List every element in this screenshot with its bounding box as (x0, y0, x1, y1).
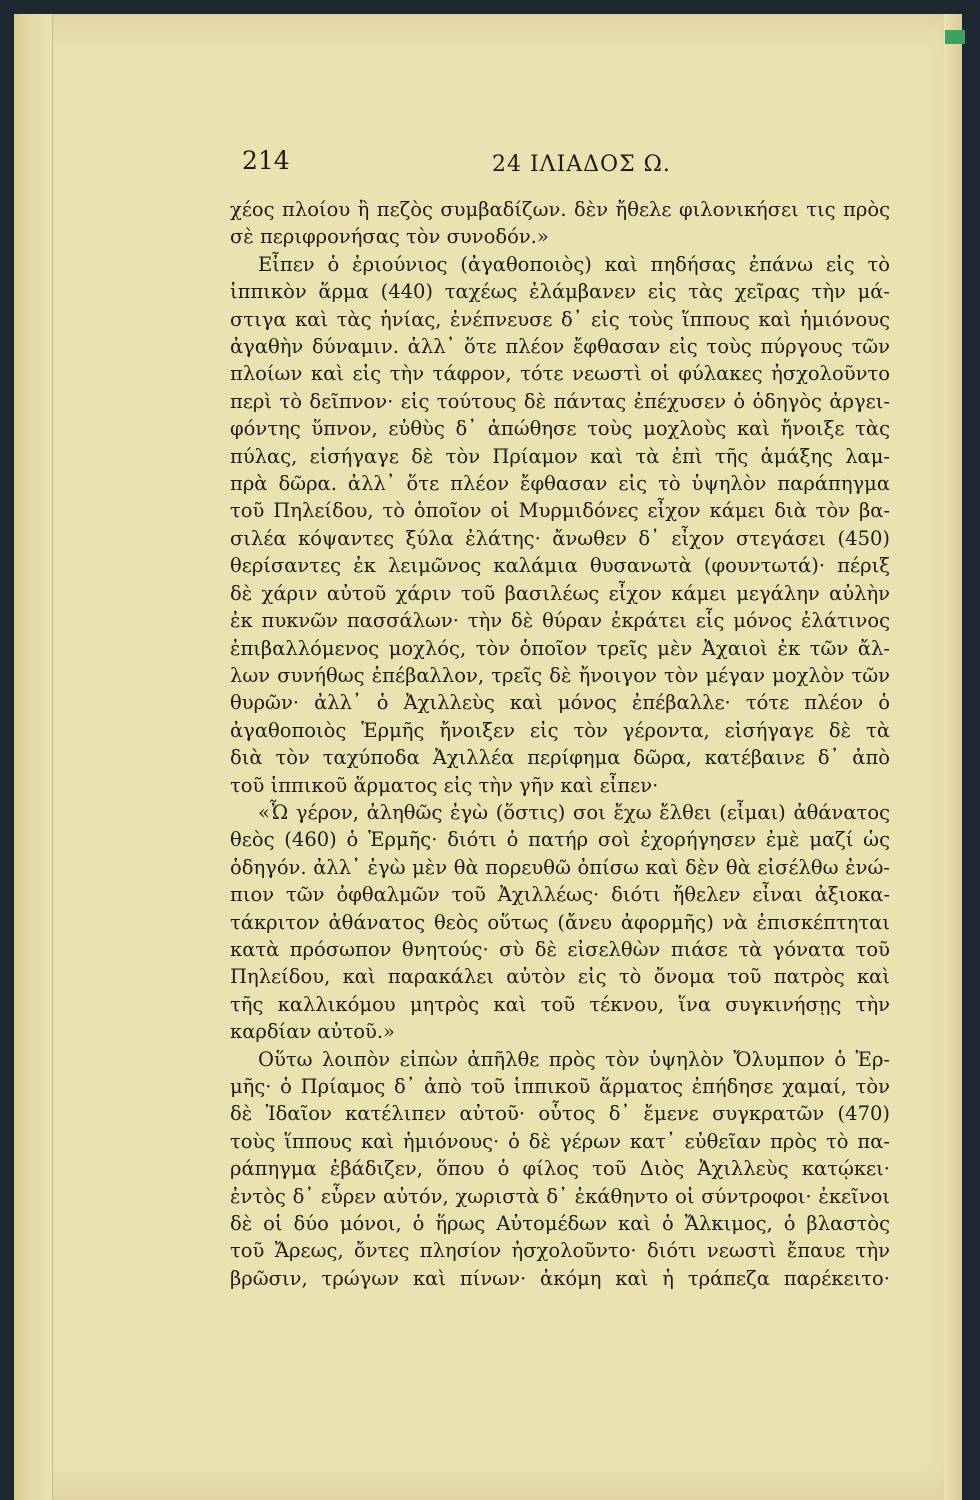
text-line: Εἶπεν ὁ ἐριούνιος (ἀγαθοποιὸς) καὶ πηδήσας ἐπάνω εἰς τὸ (258, 252, 890, 276)
body-text (230, 196, 890, 1292)
text-line: διὰ τὸν ταχύποδα Ἀχιλλέα περίφημα δῶρα, κατέβαινε δ᾽ ἀπὸ (230, 746, 890, 770)
text-line: ἐντὸς δ᾽ εὗρεν αὐτόν, χωριστὰ δ᾽ ἐκάθηντο οἱ σύντροφοι· ἐκεῖνοι (230, 1184, 890, 1208)
text-line: καρδίαν αὐτοῦ.» (230, 1020, 395, 1044)
text-line: δὲ Ἰδαῖον κατέλιπεν αὐτοῦ· οὗτος δ᾽ ἔμενε συγκρατῶν (470) (230, 1102, 890, 1126)
text-line: τοῦ Πηλείδου, τὸ ὁποῖον οἱ Μυρμιδόνες εἶχον κάμει διὰ τὸν βα- (230, 499, 890, 523)
text-line: τοῦ ἱππικοῦ ἅρματος εἰς τὴν γῆν καὶ εἶπεν· (230, 773, 659, 797)
text-line: τοὺς ἵππους καὶ ἡμιόνους· ὁ δὲ γέρων κατ᾽ εὐθεῖαν πρὸς τὸ πα- (230, 1129, 890, 1153)
text-line: λων συνήθως ἐπέβαλλον, τρεῖς δὲ ἤνοιγον τὸν μέγαν μοχλὸν τῶν (230, 663, 890, 687)
text-line: ράπηγμα ἐβάδιζεν, ὅπου ὁ φίλος τοῦ Διὸς Ἀχιλλεὺς κατῴκει· (230, 1157, 890, 1181)
text-line: μῆς· ὁ Πρίαμος δ᾽ ἀπὸ τοῦ ἱππικοῦ ἅρματος ἐπήδησε χαμαί, τὸν (230, 1075, 890, 1098)
text-line: ἀγαθὴν δύναμιν. ἀλλ᾽ ὅτε πλέον ἔφθασαν εἰς τοὺς πύργους τῶν (230, 335, 890, 359)
page-header (226, 144, 886, 184)
text-line: σιλέα κόψαντες ξύλα ἐλάτης· ἄνωθεν δ᾽ εἶχον στεγάσει (450) (230, 526, 890, 550)
text-line: Οὕτω λοιπὸν εἰπὼν ἀπῆλθε πρὸς τὸν ὑψηλὸν Ὄλυμπον ὁ Ἑρ- (258, 1047, 890, 1071)
page-gutter (944, 14, 962, 1500)
text-line: πρὰ δῶρα. ἀλλ᾽ ὅτε πλέον ἔφθασαν εἰς τὸ ὑψηλὸν παράπηγμα (230, 472, 890, 496)
text-line: φόντης ὕπνον, εὐθὺς δ᾽ ἀπώθησε τοὺς μοχλοὺς καὶ ἤνοιξε τὰς (230, 417, 890, 441)
text-line: σὲ περιφρονήσας τὸν συνοδόν.» (230, 225, 549, 249)
text-line: ἱππικὸν ἅρμα (440) ταχέως ἐλάμβανεν εἰς τὰς χεῖρας τὴν μά- (230, 280, 890, 304)
text-line: Πηλείδου, καὶ παρακάλει αὐτὸν εἰς τὸ ὄνομα τοῦ πατρὸς καὶ (230, 965, 890, 989)
text-line: τάκριτον ἀθάνατος θεὸς οὕτως (ἄνευ ἀφορμῆς) νὰ ἐπισκέπτηται (230, 910, 890, 934)
text-line: θεὸς (460) ὁ Ἑρμῆς· διότι ὁ πατήρ σοὶ ἐχορήγησεν ἐμὲ μαζί ὡς (230, 828, 890, 852)
text-line: στιγα καὶ τὰς ἡνίας, ἐνέπνευσε δ᾽ εἰς τοὺς ἵππους καὶ ἡμιόνους (230, 307, 890, 331)
text-line: ἐκ πυκνῶν πασσάλων· τὴν δὲ θύραν ἐκράτει εἷς μόνος ἐλάτινος (230, 609, 890, 633)
text-line: ὁδηγόν. ἀλλ᾽ ἐγὼ μὲν θὰ πορευθῶ ὀπίσω καὶ δὲν θὰ εἰσέλθω ἐνώ- (230, 855, 890, 879)
text-line: πιον τῶν ὀφθαλμῶν τοῦ Ἀχιλλέως· διότι ἤθελεν εἶναι ἀξιοκα- (230, 883, 890, 907)
text-line: θερίσαντες ἐκ λειμῶνος καλάμια θυσανωτὰ (φουντωτά)· πέριξ (230, 554, 890, 578)
text-line: κατὰ πρόσωπον θνητούς· σὺ δὲ εἰσελθὼν πιάσε τὰ γόνατα τοῦ (230, 937, 890, 961)
text-line: βρῶσιν, τρώγων καὶ πίνων· ἀκόμη καὶ ἡ τράπεζα παρέκειτο· (230, 1266, 890, 1290)
text-line: πλοίων καὶ εἰς τὴν τάφρον, τότε νεωστὶ οἱ φύλακες ἠσχολοῦντο (230, 362, 890, 386)
text-line: «Ὦ γέρον, ἀληθῶς ἐγὼ (ὅστις) σοι ἔχω ἔλθει (εἶμαι) ἀθάνατος (258, 800, 890, 824)
running-title: 24 ΙΛΙΑΔΟΣ Ω. (492, 152, 671, 177)
text-line: δὲ οἱ δύο μόνοι, ὁ ἥρως Αὐτομέδων καὶ ὁ Ἄλκιμος, ὁ βλαστὸς (230, 1212, 890, 1236)
text-line: ἐπιβαλλόμενος μοχλός, τὸν ὁποῖον τρεῖς μὲν Ἀχαιοὶ ἐκ τῶν ἄλ- (230, 636, 890, 660)
text-line: ἀγαθοποιὸς Ἑρμῆς ἤνοιξεν εἰς τὸν γέροντα, εἰσήγαγε δὲ τὰ (230, 718, 890, 742)
page-number: 214 (242, 146, 290, 175)
book-page (14, 14, 962, 1500)
text-line: πύλας, εἰσήγαγε δὲ τὸν Πρίαμον καὶ τὰ ἐπὶ τῆς ἁμάξης λαμ- (230, 444, 890, 468)
text-line: τοῦ Ἄρεως, ὄντες πλησίον ἠσχολοῦντο· διότι νεωστὶ ἔπαυε τὴν (230, 1239, 890, 1263)
text-line: χέος πλοίου ἢ πεζὸς συμβαδίζων. δὲν ἤθελε φιλονικήσει τις πρὸς (230, 198, 890, 221)
text-line: δὲ χάριν αὐτοῦ χάριν τοῦ βασιλέως εἶχον κάμει μεγάλην αὐλὴν (230, 581, 890, 605)
text-line: τῆς καλλικόμου μητρὸς καὶ τοῦ τέκνου, ἵνα συγκινήσῃς τὴν (230, 992, 890, 1016)
text-line: θυρῶν· ἀλλ᾽ ὁ Ἀχιλλεὺς καὶ μόνος ἐπέβαλλε· τότε πλέον ὁ (230, 691, 890, 715)
bookmark-tab (945, 30, 965, 44)
text-line: περὶ τὸ δεῖπνον· εἰς τούτους δὲ πάντας ἐπέχυσεν ὁ ὁδηγὸς ἀργει- (230, 389, 890, 413)
page-edge-stack (14, 14, 53, 1500)
